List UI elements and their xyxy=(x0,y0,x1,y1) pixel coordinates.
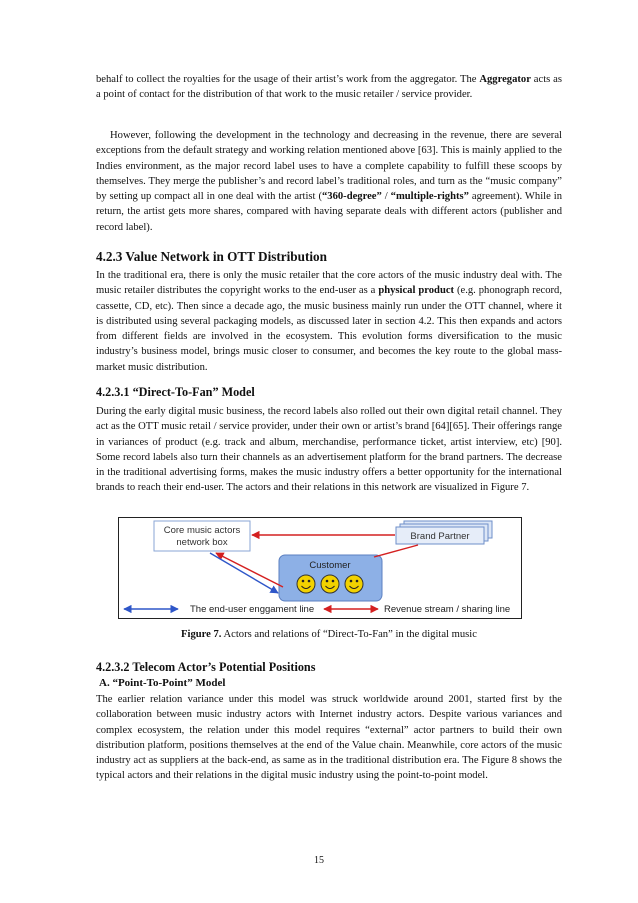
paragraph-exceptions: However, following the development in the technology and decreasing in the revenue, there are several exceptions from the default strategy and working relation mentioned above [63]. This is mainly applied to the Indies environment, as the major record label uses to have a complete capability to fulfill these scoops by themselves. They merge the publisher’s and record label’s traditional roles, and turn as the “music company” by setting up compact all in one deal with the artist (“360-degree” / “multiple-rights” agreement). While in return, the artist gets more shares, compared with having separate deals with different actors (publisher and record label). xyxy=(96,130,562,233)
paragraph-traditional-era: In the traditional era, there is only the music retailer that the core actors of the music industry deal with. The music retailer distributes the copyright works to the end-user as a physical product (e.g. phonograph record, cassette, CD, etc). Then since a decade ago, the music business mainly run under the OTT channel, where it is distributed using several packaging models, as discussed later in section 4.2. This then expands and actors from different fields are involved in the ecosystem. This evolution forms diversification to the music industry’s business model, brings music closer to consumer, and becomes the key route to the global mass-market music distribution. xyxy=(96,270,562,373)
section-heading-4-2-3: 4.2.3 Value Network in OTT Distribution xyxy=(96,249,327,264)
legend-engagement-label: The end-user enggament line xyxy=(190,604,315,615)
core-actors-label-line1: Core music actors xyxy=(163,525,241,536)
legend-revenue-label: Revenue stream / sharing line xyxy=(384,604,511,615)
section-heading-4-2-3-1: 4.2.3.1 “Direct-To-Fan” Model xyxy=(96,385,255,399)
paragraph-aggregator: behalf to collect the royalties for the usage of their artist’s work from the aggregator. The Aggregator acts as a point of contact for the distribution of that work to the music retailer / service provider. xyxy=(96,74,562,101)
smiley-icon xyxy=(345,575,363,593)
customer-label: Customer xyxy=(309,560,351,571)
figure-7-diagram xyxy=(118,517,522,619)
smiley-icon xyxy=(297,575,315,593)
smiley-icon xyxy=(321,575,339,593)
brand-partner-label: Brand Partner xyxy=(410,531,470,542)
paragraph-point-to-point: The earlier relation variance under this model was struck worldwide around 2001, started first by the collaboration between music industry actors with Internet industry actors. Despite various variances and complex ecosystem, the relation under this model requires “external” actor partners to build their own distribution platform, positions themselves at the end of the Value chain. Meanwhile, core actors of the music industry act as suppliers at the back-end, as same as in the traditional distribution era. The Figure 8 shows the typical actors and their relations in the digital music industry using the point-to-point model. xyxy=(96,694,562,782)
brand-partner-stack xyxy=(396,521,492,544)
paragraph-direct-to-fan: During the early digital music business, the record labels also rolled out their own digital retail channel. They act as the OTT music retail / service provider, under their own or artist’s brand [64][65]. Their offerings range in variances of product (e.g. track and album, merchandise, performance ticket, artist interview, etc) [90]. Some record labels also turn their channels as an advertisement platform for the brand partners. The decrease in the traditional advertising forms, makes the music industry offers a better opportunity for the international brands to reach their end-user. The actors and their relations in this network are visualized in Figure 7. xyxy=(96,406,562,494)
core-actors-label-line2: network box xyxy=(176,537,228,548)
figure-7-caption: Figure 7. Actors and relations of “Direct-To-Fan” in the digital music xyxy=(181,629,477,640)
subsection-heading-a: A. “Point-To-Point” Model xyxy=(99,677,226,689)
page-number: 15 xyxy=(314,855,324,866)
section-heading-4-2-3-2: 4.2.3.2 Telecom Actor’s Potential Positions xyxy=(96,660,316,674)
